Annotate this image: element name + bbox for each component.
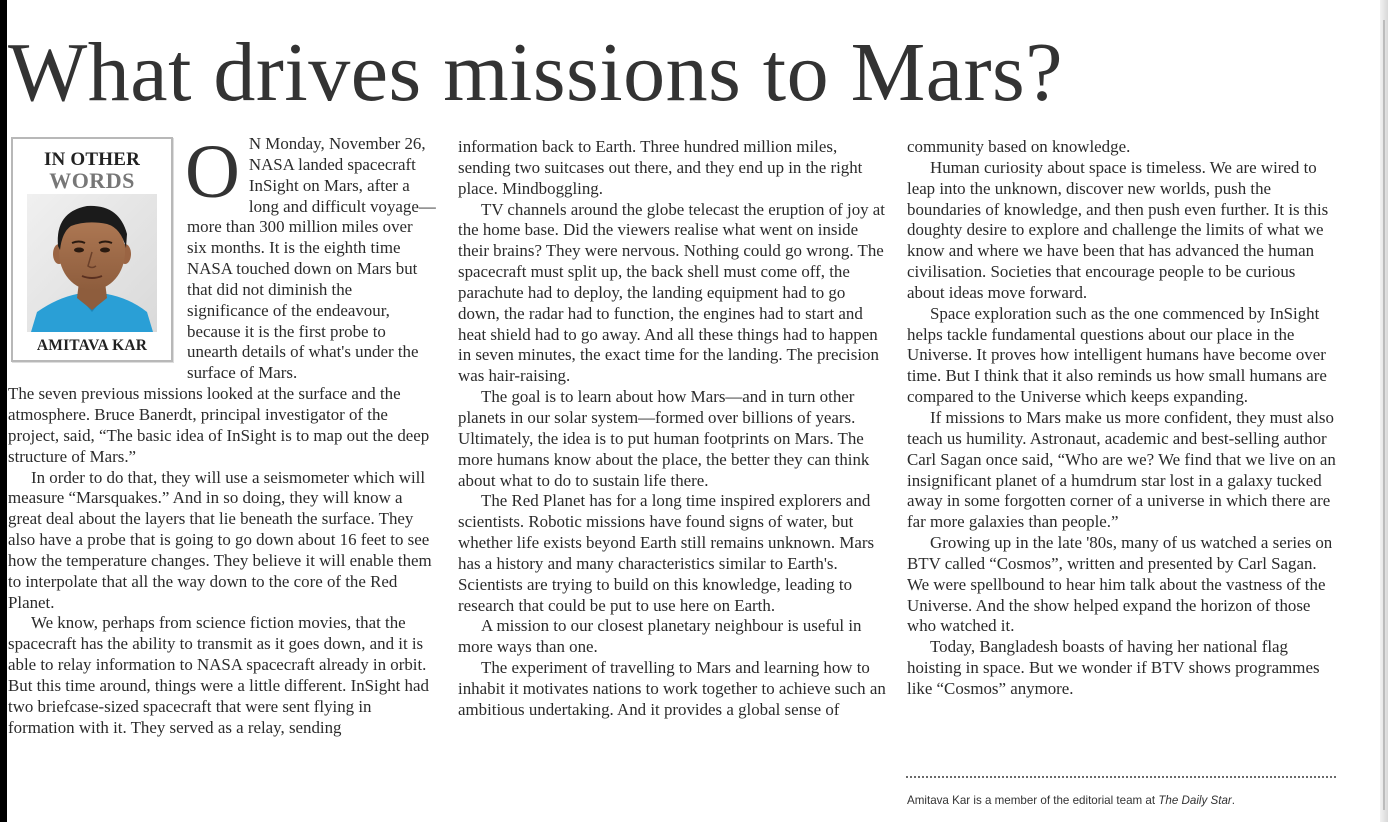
- paragraph: A mission to our closest planetary neighbour is useful in more ways than one.: [458, 616, 862, 657]
- paragraph: We know, perhaps from science fiction movies, that the spacecraft has the ability to transmit as it goes down, and it is able to relay information to NASA spacecraft already in orbit. But this time around, things were a little different. InSight had two briefcase-sized spacecraft that were sent flying in formation with it. They served as a relay, sending: [8, 613, 429, 737]
- paragraph: information back to Earth. Three hundred million miles, sending two suitcases out there, and they end up in the right place. Mindboggling.: [458, 137, 863, 198]
- paragraph: Human curiosity about space is timeless. We are wired to leap into the unknown, discover new worlds, push the boundaries of knowledge, and then push even further. It is this doughty desire to explore and challenge the limits of what we know and where we have been that has advanced the human civilisation. Societies that encourage people to be curious about ideas move forward.: [907, 157, 1329, 302]
- paragraph: If missions to Mars make us more confident, they must also teach us humility. Astronaut, academic and best-selling author Carl Sagan once said, “Who are we? We find that we live on an insignificant planet of a humdrum star lost in a galaxy tucked away in some forgotten corner of a universe in which there are far more galaxies than people.”: [907, 407, 1336, 532]
- page-left-edge: [0, 0, 7, 822]
- drop-cap: O: [185, 130, 240, 214]
- column-header-line2: WORDS: [49, 168, 135, 193]
- lead-paragraph: N Monday, November 26, NASA landed spacecraft InSight on Mars, after a long and difficult voyage—more than 300 million miles over six months. It is the eighth time NASA touched down on Mars but that did not diminish the significance of the endeavour, because it is the first probe to unearth details of what's under the surface of Mars.: [187, 134, 436, 383]
- footnote-divider: [906, 776, 1336, 778]
- columnist-box: [11, 137, 173, 362]
- article-column-2: [458, 137, 886, 721]
- footnote-text: Amitava Kar is a member of the editorial team at: [907, 794, 1159, 807]
- paragraph: TV channels around the globe telecast the eruption of joy at the home base. Did the viewers realise what went on inside their brains? They were nervous. Nothing could go wrong. The spacecraft must split up, the back shell must come off, the parachute had to deploy, the landing equipment had to go down, the radar had to function, the engines had to start and heat shield had to go away. And all these things had to happen in seven minutes, the exact time for the landing. The precision was hair-raising.: [458, 199, 885, 386]
- author-name: AMITAVA KAR: [36, 337, 148, 354]
- author-footnote: [907, 793, 1347, 809]
- article-column-3: [907, 137, 1337, 700]
- publication-name: The Daily Star: [1158, 794, 1232, 807]
- paragraph: Growing up in the late '80s, many of us watched a series on BTV called “Cosmos”, written and presented by Carl Sagan. We were spellbound to hear him talk about the vastness of the Universe. And the show helped expand the horizon of those who watched it.: [907, 533, 1333, 636]
- paragraph: community based on knowledge.: [907, 137, 1131, 156]
- headline: What drives missions to Mars?: [8, 26, 1064, 119]
- footnote-end: .: [1231, 794, 1235, 807]
- author-photo: [27, 194, 157, 332]
- paragraph: Space exploration such as the one commenced by InSight helps tackle fundamental questions about our place in the Universe. It proves how intelligent humans have become over time. But I think that it also reminds us how small humans are compared to the Universe which keeps expanding.: [907, 303, 1327, 407]
- paragraph: The Red Planet has for a long time inspired explorers and scientists. Robotic missions have found signs of water, but whether life exists beyond Earth still remains unknown. Mars has a history and many characteristics similar to Earth's. Scientists are trying to build on this knowledge, leading to research that could be put to use here on Earth.: [458, 491, 875, 615]
- paragraph: In order to do that, they will use a seismometer which will measure “Marsquakes.” And in so doing, they will know a great deal about the layers that lie beneath the surface. They also have a probe that is going to go down about 16 feet to see how the temperature changes. They believe it will enable them to interpolate that all the way down to the core of the Red Planet.: [8, 467, 432, 612]
- paragraph: Today, Bangladesh boasts of having her national flag hoisting in space. But we wonder if BTV shows programmes like “Cosmos” anymore.: [907, 637, 1320, 698]
- paragraph: The goal is to learn about how Mars—and in turn other planets in our solar system—formed over billions of years. Ultimately, the idea is to put human footprints on Mars. The more humans know about the place, the better they can think about what to do to sustain life there.: [458, 387, 870, 490]
- article-column-1: [8, 130, 436, 738]
- paragraph: The experiment of travelling to Mars and learning how to inhabit it motivates nations to work together to achieve such an ambitious undertaking. And it provides a global sense of: [458, 658, 886, 719]
- column-header-line1: IN OTHER: [43, 149, 141, 170]
- paragraph: The seven previous missions looked at the surface and the atmosphere. Bruce Banerdt, principal investigator of the project, said, “The basic idea of InSight is to map out the deep structure of Mars.”: [8, 384, 430, 466]
- page-right-edge: [1380, 0, 1388, 822]
